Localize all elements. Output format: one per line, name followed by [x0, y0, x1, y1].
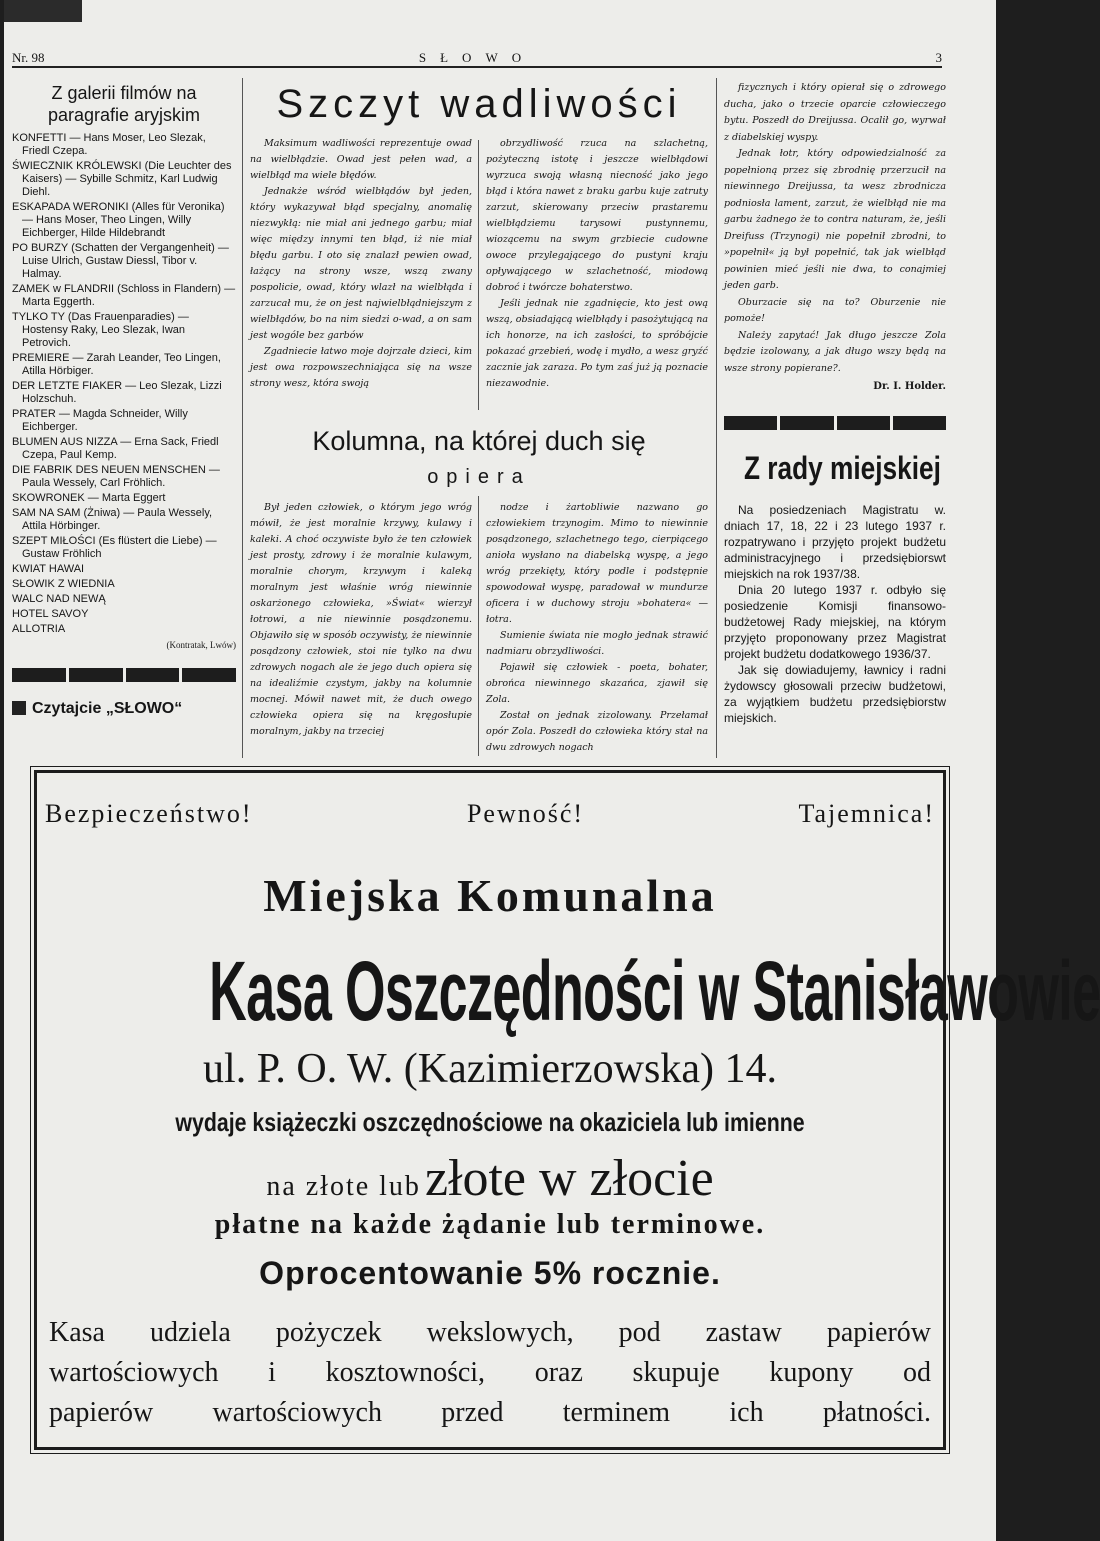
paragraph: Jak się dowiadujemy, ławnicy i radni żydowscy głosowali przeciw budżetowi, za wyjątkiem budżetu przedsiębiorstw miejskich.: [724, 663, 946, 725]
ornament-icon: [12, 701, 26, 715]
author-signature: Dr. I. Holder.: [873, 381, 946, 392]
film-item: DER LETZTE FIAKER — Leo Slezak, Lizzi Holzschuh.: [12, 380, 222, 405]
film-item: DIE FABRIK DES NEUEN MENSCHEN — Paula Wessely, Carl Fröhlich.: [12, 464, 220, 489]
column-divider: [242, 78, 243, 758]
paragraph: Na posiedzeniach Magistratu w. dniach 17, 18, 22 i 23 lutego 1937 r. rozpatrywano i przyjęto projekt budżetu administracyjnego i przedsiębiorswt miejskich na rok 1937/38.: [724, 503, 946, 581]
article2-column-left: [250, 500, 472, 756]
film-item: PREMIERE — Zarah Leander, Teo Lingen, Atilla Hörbiger.: [12, 352, 221, 377]
paragraph: Pojawił się człowiek - poeta, bohater, obrońca niewinnego skazańca, zjawił się Zola.: [486, 662, 708, 705]
film-item: SŁOWIK Z WIEDNIA: [12, 578, 115, 590]
ad-loans-paragraph: Kasa udziela pożyczek wekslowych, pod zastaw papierów wartościowych i kosztowności, oraz skupuje kupony od papierów wartościowych przed terminem ich płatności.: [49, 1317, 931, 1428]
article2-headline: Kolumna, na której duch się: [312, 426, 646, 456]
film-item: SKOWRONEK — Marta Eggert: [12, 492, 166, 504]
article1-headline: Szczyt wadliwości: [276, 82, 682, 126]
ad-bank-name: Kasa Oszczędności w Stanisławowie: [209, 944, 1100, 1038]
film-item: ZAMEK w FLANDRII (Schloss in Flandern) —Marta Eggerth.: [12, 283, 236, 308]
article2-column-right: [486, 500, 708, 756]
film-item: HOTEL SAVOY: [12, 608, 89, 620]
film-list: [12, 132, 236, 636]
paragraph: Jeśli jednak nie zgadnięcie, kto jest ową wszą, obsiadającą wielbłądy i pasożytującą na ich honorze, na ich zasłości, to spróbójcie pokazać grzebień, wodę i mydło, a wesz gryźć zacznie jak zaraza. Po tym zaś już ją poznacie niezawodnie.: [486, 298, 708, 389]
ad-line-miejska: Miejska Komunalna: [263, 870, 717, 921]
read-slowo-promo: Czytajcie „SŁOWO“: [12, 700, 236, 718]
article1-column-right: [486, 136, 708, 418]
article2-headline-sub: opiera: [427, 466, 531, 488]
paragraph: Jednakże wśród wielbłądów był jeden, który wykazywał błąd specjalny, anomalię niezwykłą: nie miał ani jednego garbu; miał więc między innymi ten błąd, iż nie miał błędu garbu. I oto się znalazł pewien owad, łażący na strony wsze, wszą zwany pospolicie, owad, który wlazł na wielbłąda i zarzucał mu, że on jest najwielbłądniejszym z wielbłądów, bo na nim siedzi o-wad, a on sam jest wogóle bez garbów: [250, 186, 472, 341]
ad-issues-line: wydaje książeczki oszczędnościowe na okaziciela lub imienne: [175, 1107, 805, 1137]
films-source: (Kontratak, Lwów): [166, 640, 236, 650]
film-item: ESKAPADA WERONIKI (Alles für Veronika) — Hans Moser, Theo Lingen, Willy Eichberger, Hilde Hildebrandt: [12, 201, 225, 239]
rada-article: [724, 502, 946, 754]
scan-dark-corner: [4, 0, 82, 22]
header-rule: [12, 66, 942, 68]
paragraph: Sumienie świata nie mogło jednak strawić nadmiaru obrzydliwości.: [486, 630, 708, 657]
decorative-band: [724, 416, 946, 430]
film-item: ŚWIECZNIK KRÓLEWSKI (Die Leuchter des Kaisers) — Sybille Schmitz, Karl Ludwig Diehl.: [12, 160, 232, 198]
paragraph: Zgadniecie łatwo moje dojrzałe dzieci, kim jest owa rozpowszechniająca się na wsze strony wesz, która swoją: [250, 346, 472, 389]
article1-column-left: [250, 136, 472, 418]
film-item: SZEPT MIŁOŚCI (Es flüstert die Liebe) — Gustaw Fröhlich: [12, 535, 217, 560]
paragraph: obrzydliwość rzuca na szlachetną, pożyteczną istotę i jeszcze wielbłądowi wyrzuca swoją własną niecność jako jego błąd i która nawet z braku garbu kuje zatruty zarzut, skierowany przeciw prastaremu wielbłądziemu tarysowi pustynnemu, wiozącemu na swym grzbiecie cudowne owoce przylegającego do pustyni kraju opływającego w szlachetność, miodową dobroć i twórcze bohaterstwo.: [486, 138, 708, 293]
ad-interest-line: Oprocentowanie 5% rocznie.: [259, 1255, 721, 1291]
paragraph: fizycznych i który opierał się o zdrowego ducha, jako o trzecie oparcie człowieczego bytu. Poszedł do Dreijussa. Ocalił go, wyrwał z diabelskiej wyspy.: [724, 82, 946, 143]
ad-tag-secrecy: Tajemnica!: [798, 799, 935, 828]
paragraph: Należy zapytać! Jak długo jeszcze Zola będzie izolowany, a jak długo wszy będą na wsze strony popierane?.: [724, 329, 946, 374]
bank-advertisement: [34, 770, 1100, 1450]
film-item: KONFETTI — Hans Moser, Leo Slezak, Friedl Czepa.: [12, 132, 206, 157]
ad-tagline-row: [45, 799, 935, 829]
paragraph: Oburzacie się na to? Oburzenie nie pomoże!: [724, 296, 946, 324]
paragraph: Jednak łotr, który odpowiedzialność za popełnioną przez się zbrodnię przerzucił na niewinnego Dreijussa, ta wesz zbrodnicza podniosła lament, zarzut, że wielbłąd nie ma garbu żadnego że to contra naturam, że, jeśli Dreifuss (Trzynogi) nie popełnił zbrodni, to »popełnił« ją był popełnić, tak jak wielbłąd powinien mieć jeśli nie dwa, to conajmiej jeden garb.: [724, 148, 946, 291]
paragraph: nodze i żartobliwie nazwano go człowiekiem trzynogim. Mimo to niewinnie posądzonego, szlachetnego tego, cierpiącego anioła wysłano na diabelską wyspę, a jego wróg przekięty, który podle i podstępnie spowodował wyspę, paradował w mundurze oficera i w duchowy stroju »bohatera« — łotra.: [486, 502, 708, 625]
column-divider: [478, 496, 479, 756]
column-divider: [716, 78, 717, 758]
holder-article-continuation: [724, 80, 946, 400]
ad-currency-line: na złote lub złote w złocie: [266, 1150, 714, 1207]
paragraph: Maksimum wadliwości reprezentuje owad na wielbłądzie. Owad jest pełen wad, a wielbłąd ma wiele błędów.: [250, 138, 472, 181]
film-item: PO BURZY (Schatten der Vergangenheit) — Luise Ulrich, Gustaw Diessl, Tibor v. Halmay.: [12, 242, 229, 280]
page-header: [12, 48, 942, 68]
column-divider: [478, 140, 479, 410]
film-item: BLUMEN AUS NIZZA — Erna Sack, Friedl Czepa, Paul Kemp.: [12, 436, 219, 461]
film-item: SAM NA SAM (Żniwa) — Paula Wessely, Attila Hörbinger.: [12, 507, 213, 532]
ad-tag-security: Bezpieczeństwo!: [45, 799, 253, 828]
films-heading: Z galerii filmów na paragrafie aryjskim: [47, 83, 201, 125]
films-column: [12, 82, 236, 750]
ad-tag-certainty: Pewność!: [466, 799, 585, 828]
decorative-band: [12, 668, 236, 682]
rada-headline: Z rady miejskiej: [743, 450, 941, 486]
newspaper-page: [4, 0, 1100, 1541]
page-number: 3: [935, 50, 942, 65]
film-item: ALLOTRIA: [12, 623, 66, 635]
ad-payable-line: płatne na każde żądanie lub terminowe.: [214, 1209, 766, 1240]
issue-number: Nr. 98: [12, 50, 45, 65]
film-item: KWIAT HAWAI: [12, 563, 85, 575]
film-item: WALC NAD NEWĄ: [12, 593, 106, 605]
paragraph: Został on jednak zizolowany. Przełamał opór Zola. Poszedł do człowieka który stał na dwu zdrowych nogach: [486, 710, 708, 753]
paragraph: Dnia 20 lutego 1937 r. odbyło się posiedzenie Komisji finansowo-budżetowej Rady miejskiej, na którym przyjęto proponowany przez Magistrat projekt budżetu dodatkowego 1936/37.: [724, 583, 946, 661]
masthead-title: SŁOWO: [418, 50, 536, 65]
ad-address: ul. P. O. W. (Kazimierzowska) 14.: [203, 1046, 777, 1092]
film-item: PRATER — Magda Schneider, Willy Eichberger.: [12, 408, 188, 433]
paragraph: Był jeden człowiek, o którym jego wróg mówił, że jest moralnie krzywy, kulawy i kaleki. A choć oczywiste było że ten człowiek jest prosty, zdrowy i że moralnie kulawym, moralnie chorym, krzywym i kaleką moralnym jest właśnie wróg niewinnie oskarżonego człowieka, »Świat« wierzył łotrowi, a nie niewinnie posądzonemu. Objawiło się w sposób oczywisty, że niewinnie posądzony człowiek, stoi nie tylko na dwu zdrowych nogach ale że jego duch opiera się na idealiźmie czystym, jakby na kolumnie mocnej. Mówił nawet mit, że duch owego człowieka opiera się na kręgosłupie moralnym, jakby na trzeciej: [250, 502, 472, 737]
film-item: TYLKO TY (Das Frauenparadies) — Hostensy Raky, Leo Slezak, Iwan Petrovich.: [12, 311, 189, 349]
